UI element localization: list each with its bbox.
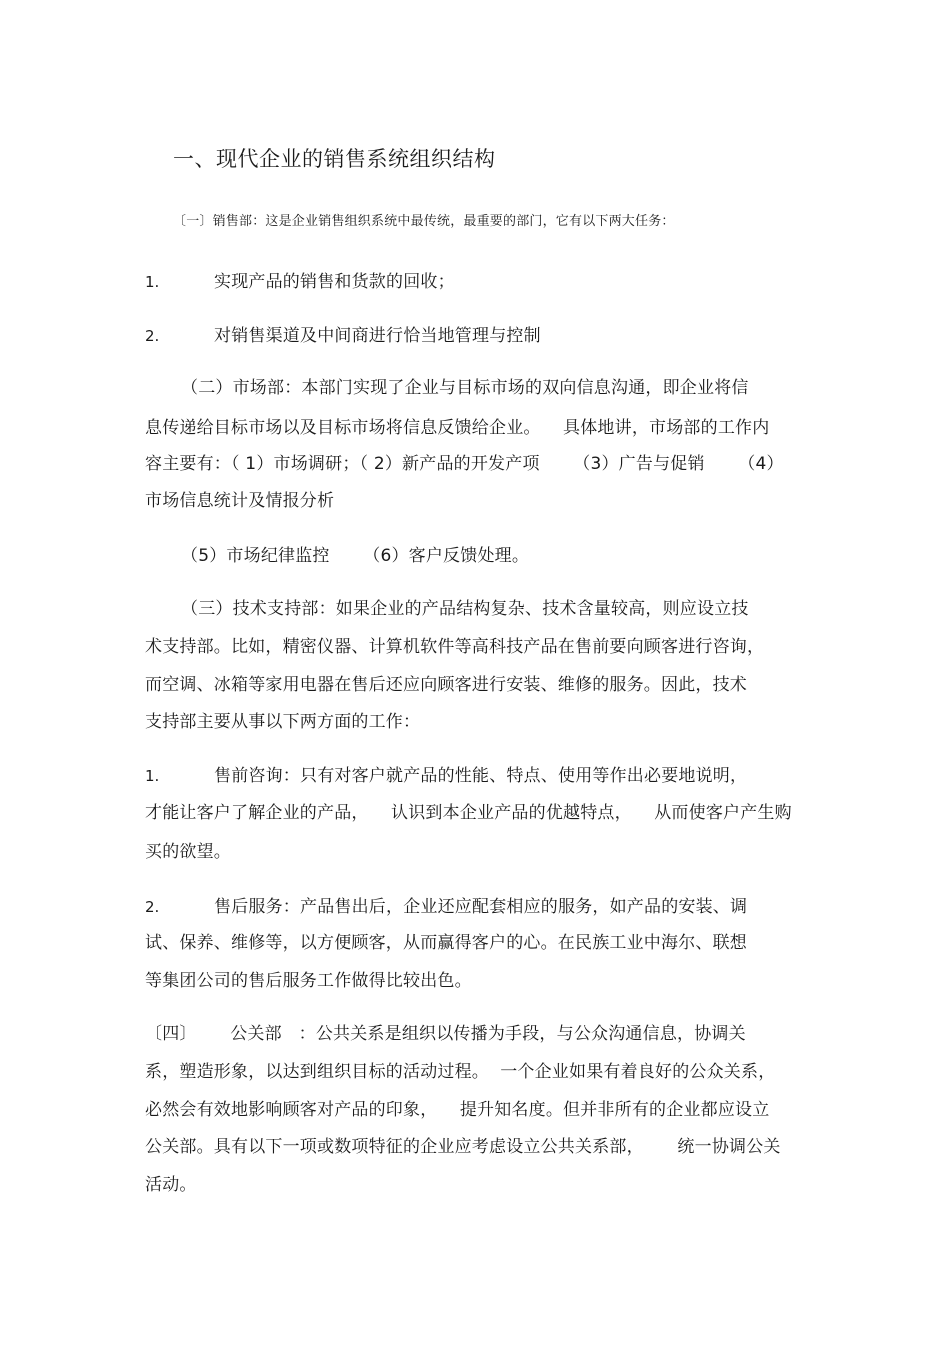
- list-item-text: 实现产品的销售和货款的回收；: [214, 272, 455, 292]
- aftersale-line: 试、保养、维修等，以方便顾客，从而赢得客户的心。在民族工业中海尔、联想: [145, 933, 747, 953]
- pr-dept-line: 〔四〕 公关部 ：公共关系是组织以传播为手段，与公众沟通信息，协调关: [145, 1024, 746, 1044]
- tech-support-line: （三）技术支持部：如果企业的产品结构复杂、技术含量较高，则应设立技: [181, 599, 749, 619]
- presale-line: 买的欲望。: [145, 842, 231, 862]
- marketing-dept-line: （二）市场部：本部门实现了企业与目标市场的双向信息沟通，即企业将信: [181, 378, 749, 398]
- list-item-number: 1.: [145, 273, 160, 291]
- presale-line: 才能让客户了解企业的产品， 认识到本企业产品的优越特点， 从而使客户产生购: [145, 803, 792, 823]
- tech-support-line: 支持部主要从事以下两方面的工作：: [145, 712, 421, 732]
- list-item-number: 2.: [145, 327, 160, 345]
- marketing-dept-line: 容主要有：（ 1）市场调研；（ 2）新产品的开发产项 （3）广告与促销 （4）: [145, 454, 784, 474]
- marketing-dept-line: 市场信息统计及情报分析: [145, 491, 335, 511]
- list-item-number: 1.: [145, 767, 160, 785]
- tech-support-line: 而空调、冰箱等家用电器在售后还应向顾客进行安装、维修的服务。因此，技术: [145, 675, 747, 695]
- marketing-dept-extra: （5）市场纪律监控 （6）客户反馈处理。: [181, 546, 530, 566]
- pr-dept-line: 必然会有效地影响顾客对产品的印象， 提升知名度。但并非所有的企业都应设立: [145, 1100, 770, 1120]
- aftersale-line: 等集团公司的售后服务工作做得比较出色。: [145, 971, 472, 991]
- presale-line: 售前咨询：只有对客户就产品的性能、特点、使用等作出必要地说明，: [214, 766, 748, 786]
- page-title: 一、现代企业的销售系统组织结构: [173, 147, 496, 171]
- list-item-number: 2.: [145, 898, 160, 916]
- sales-dept-intro: 〔一〕销售部：这是企业销售组织系统中最传统，最重要的部门，它有以下两大任务：: [173, 214, 675, 229]
- list-item-text: 对销售渠道及中间商进行恰当地管理与控制: [214, 326, 541, 346]
- pr-dept-line: 公关部。具有以下一项或数项特征的企业应考虑设立公共关系部， 统一协调公关: [145, 1137, 781, 1157]
- pr-dept-line: 活动。: [145, 1175, 197, 1195]
- tech-support-line: 术支持部。比如，精密仪器、计算机软件等高科技产品在售前要向顾客进行咨询，: [145, 637, 765, 657]
- pr-dept-line: 系，塑造形象，以达到组织目标的活动过程。 一个企业如果有着良好的公众关系，: [145, 1062, 776, 1082]
- aftersale-line: 售后服务：产品售出后，企业还应配套相应的服务，如产品的安装、调: [214, 897, 748, 917]
- marketing-dept-line: 息传递给目标市场以及目标市场将信息反馈给企业。 具体地讲，市场部的工作内: [145, 418, 770, 438]
